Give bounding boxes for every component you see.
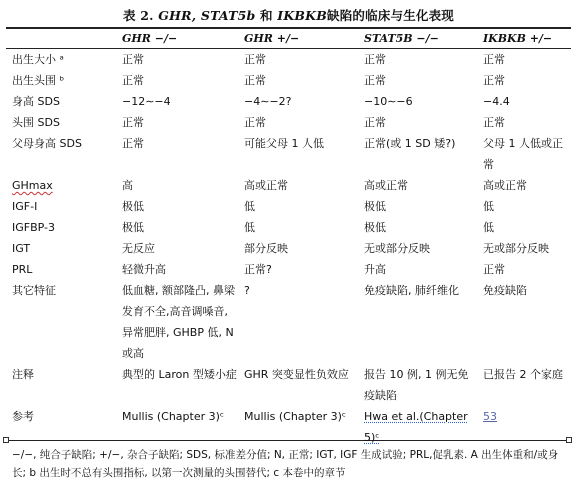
table-cell: 部分反映 — [244, 242, 288, 255]
row-label: 参考 — [12, 410, 34, 423]
table-cell: ? — [244, 284, 250, 297]
table-cell: 高或正常 — [483, 179, 527, 192]
table-row — [6, 406, 571, 448]
caption-gene-stat5b: STAT5b — [200, 8, 256, 23]
table-row — [6, 91, 571, 112]
table-cell: 正常 — [122, 53, 144, 66]
header-ghr-heterozygous: GHR +/− — [244, 32, 300, 45]
table-cell — [477, 406, 571, 448]
top-rule — [6, 27, 571, 29]
table-cell: 正常(或 1 SD 矮?) — [364, 137, 456, 150]
table-caption — [0, 6, 577, 24]
table-cell: 低 — [244, 200, 255, 213]
table-cell: 升高 — [364, 263, 386, 276]
table-cell: 高 — [122, 179, 133, 192]
table-cell: 正常 — [483, 116, 505, 129]
table-cell: 正常 — [244, 116, 266, 129]
table-cell: 正常 — [122, 116, 144, 129]
header-ikbkb: IKBKB +/− — [483, 32, 553, 45]
table-cell: 正常 — [483, 74, 505, 87]
header-row — [6, 30, 571, 49]
table-cell: 无反应 — [122, 242, 155, 255]
table-cell: 免疫缺陷, 肺纤维化 — [364, 284, 459, 297]
table-cell: 极低 — [364, 221, 386, 234]
caption-gene-ikbkb: IKBKB — [277, 8, 327, 23]
row-label: PRL — [12, 263, 33, 276]
table-cell: −4.4 — [483, 95, 510, 108]
table-cell: 高或正常 — [244, 179, 288, 192]
table-cell: −4∼−2? — [244, 95, 292, 108]
table-cell — [358, 406, 477, 448]
table-cell: 典型的 Laron 型矮小症 — [122, 368, 237, 381]
table-cell: 低 — [483, 221, 494, 234]
row-label: IGFBP-3 — [12, 221, 56, 234]
table-cell: 正常 — [364, 74, 386, 87]
table-cell: −10∼−6 — [364, 95, 413, 108]
table-row — [6, 70, 571, 91]
table-row — [6, 175, 571, 196]
table-cell: 报告 10 例, 1 例无免疫缺陷 — [364, 368, 469, 402]
caption-number: 表 2. — [122, 8, 154, 23]
table-cell: 极低 — [122, 221, 144, 234]
table-row — [6, 196, 571, 217]
table-row — [6, 217, 571, 238]
row-label: 身高 SDS — [12, 95, 60, 108]
spellcheck-word: GHmax — [12, 179, 53, 192]
table-cell: GHR 突变显性负效应 — [244, 368, 349, 381]
row-label: 父母身高 SDS — [12, 137, 82, 150]
row-label: 出生大小 ᵃ — [12, 53, 64, 66]
row-label: IGT — [12, 242, 31, 255]
table-cell: 高或正常 — [364, 179, 408, 192]
table-footnote: −/−, 纯合子缺陷; +/−, 杂合子缺陷; SDS, 标准差分值; N, 正常; IGT, IGF 生成试验; PRL,促乳素. A 出生体重和/或身长; b 出生时不总有头围指标, 以第一次测量的头围替代; c 本卷中的章节 — [12, 449, 559, 479]
row-label: IGF-I — [12, 200, 38, 213]
table-cell: 低 — [483, 200, 494, 213]
header-stat5b: STAT5B −/− — [364, 32, 439, 45]
row-label — [6, 175, 116, 196]
table-cell: 轻微升高 — [122, 263, 166, 276]
table-row — [6, 364, 571, 406]
table-cell: Mullis (Chapter 3)ᶜ — [244, 410, 346, 423]
table-cell: 正常 — [122, 74, 144, 87]
table-cell: 极低 — [364, 200, 386, 213]
table-cell: 极低 — [122, 200, 144, 213]
spellcheck-word: Hwa et al.(Chapter 5)ᶜ — [364, 410, 468, 444]
caption-conjunction: 和 — [260, 8, 273, 23]
table-row — [6, 238, 571, 259]
reference-link[interactable]: 53 — [483, 410, 497, 423]
table-cell: 正常? — [244, 263, 272, 276]
phenotype-table — [6, 30, 571, 448]
table-cell: −12∼−4 — [122, 95, 171, 108]
caption-suffix: 缺陷的临床与生化表现 — [327, 8, 455, 23]
table-row — [6, 133, 571, 175]
table-cell: 无或部分反映 — [364, 242, 430, 255]
table-cell: 正常 — [364, 116, 386, 129]
table-cell: 正常 — [244, 53, 266, 66]
caption-gene-ghr: GHR, — [158, 8, 197, 23]
row-label: 出生头围 ᵇ — [12, 74, 65, 87]
row-label: 注释 — [12, 368, 34, 381]
table-cell: Mullis (Chapter 3)ᶜ — [122, 410, 224, 423]
row-label: 其它特征 — [12, 284, 56, 297]
header-ghr-homozygous: GHR −/− — [122, 32, 178, 45]
table-cell: 低血糖, 额部隆凸, 鼻梁发育不全,高音调嗓音, 异常肥胖, GHBP 低, N 或高 — [122, 284, 235, 360]
table-cell: 可能父母 1 人低 — [244, 137, 324, 150]
table-row — [6, 49, 571, 70]
table-row — [6, 280, 571, 364]
table-cell: 无或部分反映 — [483, 242, 549, 255]
table-cell: 正常 — [483, 263, 505, 276]
table-cell: 低 — [244, 221, 255, 234]
table-cell: 正常 — [244, 74, 266, 87]
row-label: 头围 SDS — [12, 116, 60, 129]
table-cell: 父母 1 人低或正常 — [483, 137, 563, 171]
table-cell: 已报告 2 个家庭 — [483, 368, 563, 381]
table-cell: 正常 — [122, 137, 144, 150]
header-empty — [6, 30, 116, 49]
table-row — [6, 112, 571, 133]
table-row — [6, 259, 571, 280]
table-cell: 免疫缺陷 — [483, 284, 527, 297]
table-cell: 正常 — [483, 53, 505, 66]
table-cell: 正常 — [364, 53, 386, 66]
